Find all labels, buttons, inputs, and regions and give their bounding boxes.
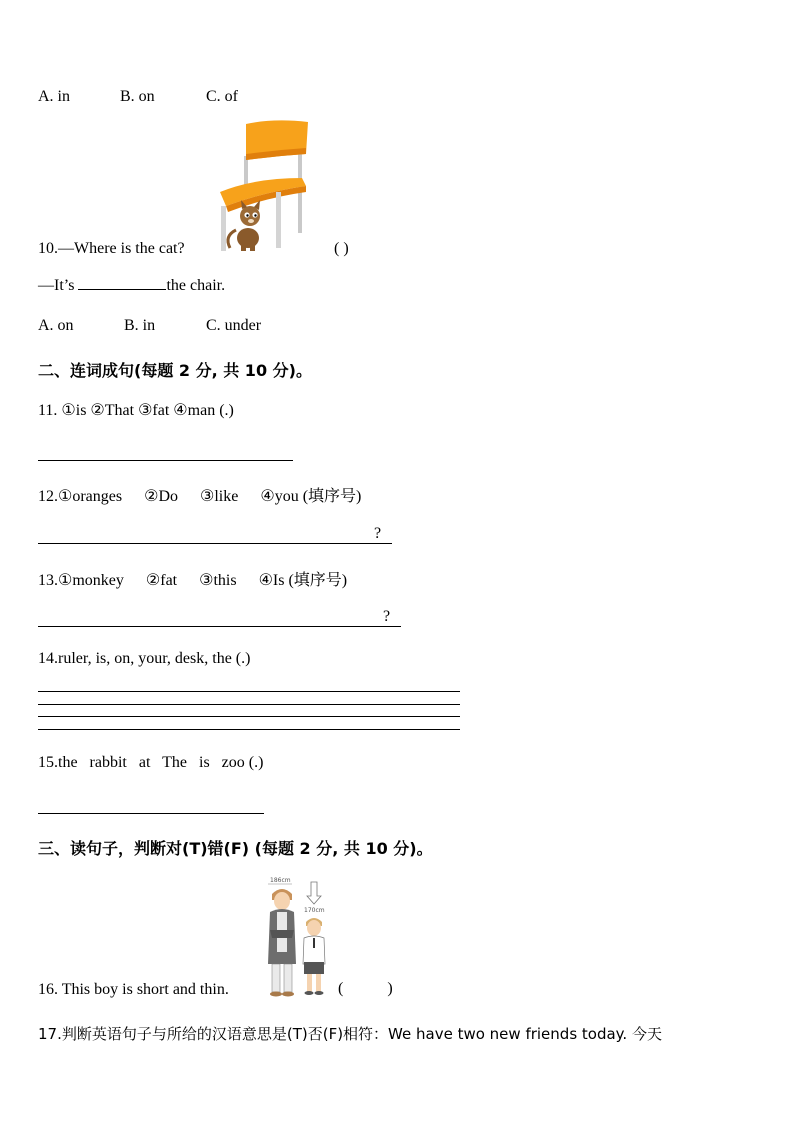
q11-answer-line bbox=[38, 460, 293, 461]
q11-text: 11. ①is ②That ③fat ④man (.) bbox=[38, 402, 234, 419]
q10-answer-line bbox=[38, 275, 225, 295]
q10-answer-prefix: —It’s bbox=[38, 277, 75, 294]
q13-part: ②fat bbox=[145, 572, 178, 589]
chair-cat-illustration bbox=[214, 118, 314, 253]
q10-option-c: C. under bbox=[206, 317, 262, 334]
section3-title: 三、读句子，判断对(T)错(F) (每题 2 分, 共 10 分)。 bbox=[38, 839, 433, 858]
q17-text bbox=[38, 1023, 662, 1044]
chair-leg bbox=[276, 192, 281, 248]
chair-leg bbox=[221, 206, 226, 251]
q9-option-c: C. of bbox=[206, 88, 238, 105]
q13-text bbox=[38, 567, 347, 590]
q12-part: ②Do bbox=[144, 488, 179, 505]
q14-writing-line bbox=[38, 691, 460, 692]
q12-question-mark: ? bbox=[374, 525, 382, 542]
q10-question bbox=[38, 240, 185, 258]
short-boy-icon bbox=[303, 918, 325, 995]
height-tall-label: 186cm bbox=[270, 877, 291, 884]
q12-text bbox=[38, 483, 361, 506]
arrow-down-icon bbox=[307, 882, 321, 904]
q10-option-a: A. on bbox=[38, 317, 74, 334]
q12-part: ④you (填序号) bbox=[260, 488, 362, 505]
height-comparison-illustration bbox=[262, 872, 342, 1000]
q13-question-mark: ? bbox=[383, 608, 391, 625]
q17-statement: 17.判断英语句子与所给的汉语意思是(T)否(F)相符：We have two new friends today. 今天 bbox=[38, 1025, 662, 1043]
q10-blank bbox=[78, 275, 166, 290]
section2-title: 二、连词成句(每题 2 分, 共 10 分)。 bbox=[38, 361, 312, 380]
q12-answer-line bbox=[38, 543, 392, 544]
q15-text: 15.the rabbit at The is zoo (.) bbox=[38, 754, 264, 771]
q14-writing-line bbox=[38, 704, 460, 705]
q13-part: ④Is (填序号) bbox=[258, 572, 348, 589]
q9-option-b: B. on bbox=[120, 88, 155, 105]
q16-answer-paren: ( ) bbox=[338, 980, 393, 997]
height-short-label: 170cm bbox=[304, 907, 325, 914]
q10-answer-paren: ( ) bbox=[334, 240, 349, 257]
q14-writing-line bbox=[38, 716, 460, 717]
q14-writing-line bbox=[38, 729, 460, 730]
q16-text: 16. This boy is short and thin. bbox=[38, 981, 229, 998]
q10-answer-suffix: the chair. bbox=[166, 277, 226, 294]
q10-number: 10. bbox=[38, 240, 58, 257]
q13-answer-line bbox=[38, 626, 401, 627]
tall-man-icon bbox=[268, 889, 296, 997]
q9-option-a: A. in bbox=[38, 88, 70, 105]
q13-part: 13.①monkey bbox=[38, 572, 124, 589]
q10-option-b: B. in bbox=[124, 317, 156, 334]
q12-part: 12.①oranges bbox=[38, 488, 123, 505]
q12-part: ③like bbox=[200, 488, 239, 505]
q14-text: 14.ruler, is, on, your, desk, the (.) bbox=[38, 650, 251, 667]
q15-answer-line bbox=[38, 813, 264, 814]
q13-part: ③this bbox=[199, 572, 237, 589]
q10-prompt: —Where is the cat? bbox=[58, 240, 185, 257]
